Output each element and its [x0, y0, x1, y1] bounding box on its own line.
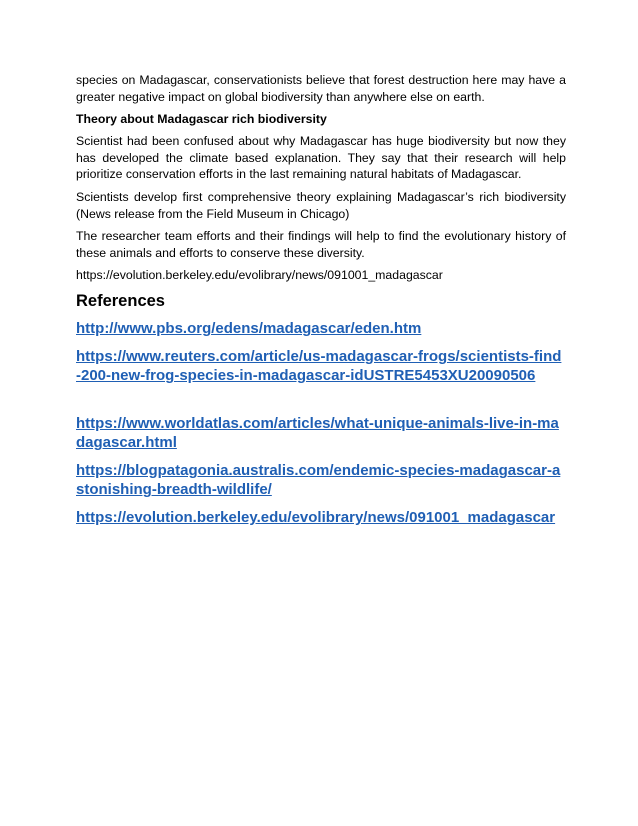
reference-link-pbs[interactable]: http://www.pbs.org/edens/madagascar/eden.htm — [76, 320, 422, 338]
section-subheading: Theory about Madagascar rich biodiversity — [76, 112, 327, 127]
paragraph-news-release: Scientists develop first comprehensive theory explaining Madagascar’s rich biodiversity (News release from the Field Museum in Chicago) — [76, 189, 566, 221]
reference-link-blogpatagonia[interactable]: https://blogpatagonia.australis.com/endemic-species-madagascar-astonishing-breadth-wildlife/ — [76, 462, 561, 499]
paragraph-intro: species on Madagascar, conservationists believe that forest destruction here may have a greater negative impact on global biodiversity than anywhere else on earth. — [76, 73, 566, 104]
document-page — [76, 72, 566, 536]
paragraph-findings: The researcher team efforts and their findings will help to find the evolutionary history of these animals and efforts to conserve these diversity. — [76, 229, 566, 260]
references-heading: References — [76, 292, 165, 311]
paragraph-theory: Scientist had been confused about why Madagascar has huge biodiversity but now they has developed the climate based explanation. They say that their research will help prioritize conservation efforts in the last remaining natural habitats of Madagascar. — [76, 134, 566, 182]
reference-spacer — [76, 394, 566, 414]
source-url: https://evolution.berkeley.edu/evolibrary/news/091001_madagascar — [76, 268, 443, 283]
reference-link-berkeley[interactable]: https://evolution.berkeley.edu/evolibrary/news/091001_madagascar — [76, 509, 556, 527]
reference-link-reuters[interactable]: https://www.reuters.com/article/us-madagascar-frogs/scientists-find-200-new-frog-species-in-madagascar-idUSTRE5453XU20090506 — [76, 348, 562, 385]
reference-link-worldatlas[interactable]: https://www.worldatlas.com/articles/what-unique-animals-live-in-madagascar.html — [76, 415, 559, 452]
